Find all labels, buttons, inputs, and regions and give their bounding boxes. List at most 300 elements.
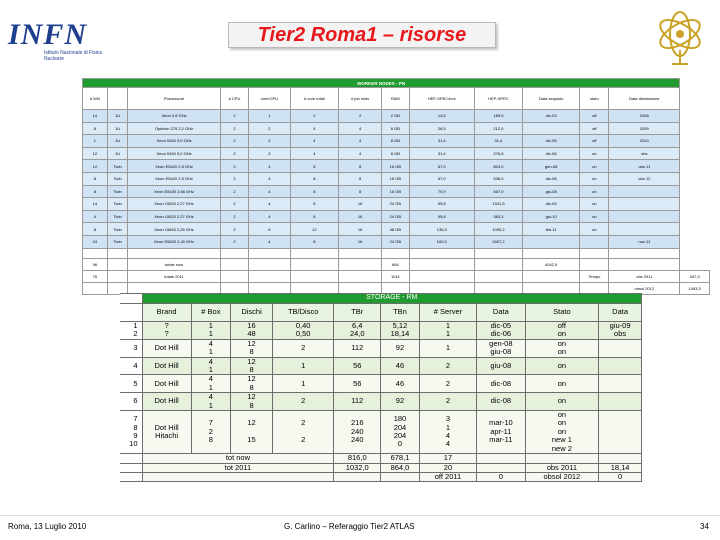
storage-totals-label: tot 2011 bbox=[142, 463, 334, 472]
table-cell: gen-08 bbox=[523, 160, 580, 173]
table-cell: 4 bbox=[249, 235, 290, 248]
storage-cell-brand: Dot Hill bbox=[142, 357, 191, 375]
totals-cell: obs 2011 bbox=[609, 270, 680, 282]
table-cell: 1U bbox=[107, 147, 128, 160]
storage-cell-server: 2 bbox=[419, 375, 476, 393]
storage-totals-server: 20 bbox=[419, 463, 476, 472]
totals-cell: 96 bbox=[83, 258, 108, 270]
storage-totals-spacer bbox=[120, 472, 142, 481]
storage-cell-date: giu-08 bbox=[477, 357, 525, 375]
table-cell: 8 GB bbox=[381, 135, 409, 148]
table-cell: 12 bbox=[290, 223, 339, 236]
table-cell: 536,0 bbox=[474, 172, 522, 185]
storage-totals-state: obs 2011 bbox=[525, 463, 599, 472]
table-cell: on bbox=[580, 210, 609, 223]
storage-cell-state: on on bbox=[525, 339, 599, 357]
storage-totals-tbr: 816,0 bbox=[334, 454, 381, 463]
table-cell: 16 bbox=[339, 210, 382, 223]
storage-cell-brand: Dot Hill bbox=[142, 393, 191, 411]
table-cell bbox=[609, 185, 680, 198]
table-cell: obs 11 bbox=[609, 160, 680, 173]
table-cell: Xeon 2,8 GHz bbox=[128, 110, 220, 123]
storage-totals-date2 bbox=[599, 454, 642, 463]
table-cell: 8 bbox=[339, 185, 382, 198]
column-header: # job slots bbox=[339, 88, 382, 110]
storage-cell-state: off on bbox=[525, 322, 599, 340]
totals-row bbox=[83, 258, 710, 270]
totals-cell: 1144 bbox=[381, 270, 409, 282]
column-header: core/CPU bbox=[249, 88, 290, 110]
totals-row bbox=[83, 270, 710, 282]
table-cell: off bbox=[580, 122, 609, 135]
table-cell: 2 bbox=[220, 185, 249, 198]
totals-cell: 347,3 bbox=[680, 270, 710, 282]
table-cell: 2 bbox=[220, 110, 249, 123]
storage-column-header: Data bbox=[599, 304, 642, 322]
storage-totals-row bbox=[120, 454, 642, 463]
table-cell: 31,4 bbox=[409, 147, 474, 160]
storage-column-header: TBn bbox=[381, 304, 420, 322]
slide-title-box bbox=[228, 22, 496, 48]
storage-cell-date2: giu-09 obs bbox=[599, 322, 642, 340]
totals-cell bbox=[107, 270, 128, 282]
storage-cell-disks: 12 8 bbox=[231, 393, 273, 411]
totals-cell: 76 bbox=[83, 270, 108, 282]
spacer-cell bbox=[409, 248, 474, 258]
table-cell: 4 bbox=[290, 147, 339, 160]
table-cell: 16 bbox=[339, 235, 382, 248]
table-cell: 567,0 bbox=[474, 185, 522, 198]
table-cell: 2 bbox=[249, 135, 290, 148]
table-cell: 24 bbox=[83, 235, 108, 248]
table-cell: 48 GB bbox=[381, 223, 409, 236]
storage-cell-state: on bbox=[525, 357, 599, 375]
spacer-cell bbox=[249, 248, 290, 258]
table-cell: 12 bbox=[83, 147, 108, 160]
infn-logo-mark: INFN bbox=[8, 18, 88, 51]
storage-cell-box: 4 1 bbox=[191, 357, 230, 375]
table-cell: 2 bbox=[220, 172, 249, 185]
storage-cell-disks: 12 8 bbox=[231, 357, 273, 375]
table-cell: giu-08 bbox=[523, 185, 580, 198]
table-cell: Xeon E5620 2,40 GHz bbox=[128, 235, 220, 248]
table-cell: 95,8 bbox=[409, 198, 474, 211]
storage-totals-server: off 2011 bbox=[419, 472, 476, 481]
table-cell: Twin bbox=[107, 172, 128, 185]
table-cell: 4 bbox=[290, 135, 339, 148]
storage-row bbox=[120, 375, 642, 393]
table-cell: 212,0 bbox=[474, 122, 522, 135]
table-cell: 2 bbox=[220, 135, 249, 148]
storage-totals-spacer bbox=[120, 454, 142, 463]
table-cell: obs bbox=[609, 147, 680, 160]
storage-cell-date: gen-08 giu-08 bbox=[477, 339, 525, 357]
table-cell: 16 GB bbox=[381, 185, 409, 198]
storage-totals-label bbox=[142, 472, 334, 481]
totals-cell bbox=[523, 270, 580, 282]
table-row bbox=[83, 235, 710, 248]
table-cell: 1 bbox=[83, 135, 108, 148]
table-cell: 8 bbox=[83, 172, 108, 185]
table-cell: 1090,2 bbox=[474, 223, 522, 236]
storage-totals-date bbox=[477, 463, 525, 472]
totals-cell bbox=[290, 258, 339, 270]
table-cell: on bbox=[580, 147, 609, 160]
table-cell: Xeon 5160 3,0 GHz bbox=[128, 147, 220, 160]
storage-cell-tbdisk: 0,40 0,50 bbox=[272, 322, 333, 340]
table-cell: Twin bbox=[107, 160, 128, 173]
spacer-cell bbox=[220, 248, 249, 258]
table-cell: 8 bbox=[83, 223, 108, 236]
table-cell: Twin bbox=[107, 185, 128, 198]
table-cell: Twin bbox=[107, 235, 128, 248]
table-cell: 14 bbox=[83, 198, 108, 211]
table-cell: nov-11 bbox=[609, 235, 680, 248]
storage-cell-brand: Dot Hill bbox=[142, 339, 191, 357]
table-cell: 2 bbox=[220, 122, 249, 135]
table-cell: 2 bbox=[220, 223, 249, 236]
infn-logo-subtitle: Istituto Nazionale di Fisica Nucleare bbox=[44, 50, 103, 62]
table-cell: 2 bbox=[249, 147, 290, 160]
table-cell: Twin bbox=[107, 210, 128, 223]
storage-cell-box: 1 1 bbox=[191, 322, 230, 340]
table-band-row bbox=[83, 79, 710, 88]
totals-cell bbox=[339, 270, 382, 282]
table-cell: 6 bbox=[249, 223, 290, 236]
table-cell bbox=[580, 235, 609, 248]
storage-cell-tbdisk: 2 2 bbox=[272, 411, 333, 454]
totals-cell: totale now bbox=[128, 258, 220, 270]
storage-cell-disks: 12 15 bbox=[231, 411, 273, 454]
storage-cell-disks: 12 8 bbox=[231, 375, 273, 393]
table-cell: 8 bbox=[83, 122, 108, 135]
table-cell: 1U bbox=[107, 122, 128, 135]
storage-column-header: Brand bbox=[142, 304, 191, 322]
table-cell: 4 bbox=[249, 210, 290, 223]
spacer-cell bbox=[580, 248, 609, 258]
table-cell: 24 GB bbox=[381, 210, 409, 223]
storage-row-number: 4 bbox=[120, 357, 142, 375]
table-cell bbox=[609, 210, 680, 223]
storage-column-header: Data bbox=[477, 304, 525, 322]
table-cell: on bbox=[580, 172, 609, 185]
column-header: # WN bbox=[83, 88, 108, 110]
storage-totals-date2: 0 bbox=[599, 472, 642, 481]
table-cell: 24 GB bbox=[381, 235, 409, 248]
spacer-cell bbox=[128, 248, 220, 258]
infn-logo bbox=[8, 18, 108, 66]
table-cell: off bbox=[580, 135, 609, 148]
totals-cell bbox=[339, 258, 382, 270]
table-cell: 95,8 bbox=[409, 210, 474, 223]
storage-cell-tbdisk: 2 bbox=[272, 339, 333, 357]
storage-cell-date: dic-08 bbox=[477, 375, 525, 393]
table-cell: 2 bbox=[220, 210, 249, 223]
spacer-cell bbox=[290, 248, 339, 258]
table-cell: 8 GB bbox=[381, 122, 409, 135]
storage-cell-tbr: 56 bbox=[334, 357, 381, 375]
table-cell: Xeon E5430 2,66 GHz bbox=[128, 185, 220, 198]
table-cell bbox=[523, 122, 580, 135]
table-cell: Twin bbox=[107, 198, 128, 211]
table-cell: 13,5 bbox=[409, 110, 474, 123]
storage-cell-date: dic-05 dic-06 bbox=[477, 322, 525, 340]
table-cell: 2 bbox=[339, 110, 382, 123]
table-cell: on bbox=[580, 223, 609, 236]
storage-cell-tbn: 46 bbox=[381, 375, 420, 393]
storage-band-spacer bbox=[120, 294, 142, 304]
table-row bbox=[83, 160, 710, 173]
column-header bbox=[107, 88, 128, 110]
column-header: Processore bbox=[128, 88, 220, 110]
table-cell: 136,3 bbox=[409, 223, 474, 236]
worker-nodes-table bbox=[82, 78, 710, 295]
storage-totals-state bbox=[525, 454, 599, 463]
table-cell: dic-05 bbox=[523, 135, 580, 148]
totals-cell bbox=[290, 270, 339, 282]
table-cell: 8 bbox=[339, 172, 382, 185]
storage-band-row bbox=[120, 294, 642, 304]
table-cell: 8 bbox=[83, 185, 108, 198]
storage-row-number: 5 bbox=[120, 375, 142, 393]
totals-cell bbox=[220, 258, 249, 270]
totals-cell: obsol 2012 bbox=[609, 282, 680, 294]
table-row bbox=[83, 147, 710, 160]
storage-cell-date2 bbox=[599, 339, 642, 357]
table-cell: off bbox=[580, 110, 609, 123]
storage-cell-date2 bbox=[599, 393, 642, 411]
totals-cell bbox=[580, 258, 609, 270]
table-cell: Xeon L5640 2,26 GHz bbox=[128, 223, 220, 236]
table-row bbox=[83, 185, 710, 198]
table-cell: 4 bbox=[339, 122, 382, 135]
storage-cell-disks: 12 8 bbox=[231, 339, 273, 357]
table-cell: 2009 bbox=[609, 122, 680, 135]
totals-cell bbox=[609, 258, 680, 270]
table-cell: 26,5 bbox=[409, 122, 474, 135]
table-cell: 2 bbox=[220, 160, 249, 173]
spacer-cell bbox=[83, 248, 108, 258]
table-cell: Twin bbox=[107, 223, 128, 236]
storage-cell-tbdisk: 1 bbox=[272, 375, 333, 393]
table-cell: Xeon E5420 2,5 GHz bbox=[128, 160, 220, 173]
column-header: HEP-SPEC/box bbox=[409, 88, 474, 110]
storage-cell-server: 1 1 bbox=[419, 322, 476, 340]
table-cell: 67,0 bbox=[409, 160, 474, 173]
table-row bbox=[83, 198, 710, 211]
storage-cell-tbr: 112 bbox=[334, 339, 381, 357]
storage-row bbox=[120, 339, 642, 357]
table-cell: 2 bbox=[220, 235, 249, 248]
table-cell: 16 GB bbox=[381, 160, 409, 173]
storage-column-header: TB/Disco bbox=[272, 304, 333, 322]
table-cell: dic-08 bbox=[523, 172, 580, 185]
table-row bbox=[83, 172, 710, 185]
storage-column-header: TBr bbox=[334, 304, 381, 322]
table-cell: feb-11 bbox=[523, 223, 580, 236]
storage-row bbox=[120, 411, 642, 454]
storage-row bbox=[120, 357, 642, 375]
storage-cell-tbn: 92 bbox=[381, 339, 420, 357]
storage-row-number: 3 bbox=[120, 339, 142, 357]
totals-cell bbox=[409, 270, 474, 282]
table-cell: Xeon 5160 3,0 GHz bbox=[128, 135, 220, 148]
storage-cell-tbdisk: 2 bbox=[272, 393, 333, 411]
table-cell: 383,3 bbox=[474, 210, 522, 223]
table-cell: 376,8 bbox=[474, 147, 522, 160]
storage-cell-state: on bbox=[525, 375, 599, 393]
table-cell: 100,3 bbox=[409, 235, 474, 248]
storage-totals-row bbox=[120, 463, 642, 472]
table-cell: 31,4 bbox=[474, 135, 522, 148]
table-cell: dic-09 bbox=[523, 198, 580, 211]
storage-totals-tbn: 678,1 bbox=[381, 454, 420, 463]
table-cell: 2010 bbox=[609, 135, 680, 148]
storage-totals-label: tot now bbox=[142, 454, 334, 463]
table-cell: 1U bbox=[107, 110, 128, 123]
storage-cell-server: 1 bbox=[419, 339, 476, 357]
table-cell: 804,0 bbox=[474, 160, 522, 173]
table-cell: 8 GB bbox=[381, 147, 409, 160]
spacer-cell bbox=[381, 248, 409, 258]
storage-cell-box: 4 1 bbox=[191, 393, 230, 411]
table-cell: 4 bbox=[249, 172, 290, 185]
table-row bbox=[83, 210, 710, 223]
storage-cell-tbn: 92 bbox=[381, 393, 420, 411]
table-cell bbox=[523, 235, 580, 248]
storage-cell-tbr: 112 bbox=[334, 393, 381, 411]
table-band-title: WORKER NODES - PN bbox=[83, 79, 680, 88]
table-cell bbox=[609, 223, 680, 236]
totals-cell: 4042,5 bbox=[523, 258, 580, 270]
table-cell: 1341,5 bbox=[474, 198, 522, 211]
storage-cell-box: 4 1 bbox=[191, 339, 230, 357]
table-cell: giu-10 bbox=[523, 210, 580, 223]
table-cell: 8 bbox=[290, 185, 339, 198]
table-cell: 2 bbox=[220, 147, 249, 160]
storage-totals-tbn bbox=[381, 472, 420, 481]
spacer-cell bbox=[609, 248, 680, 258]
table-cell: 2 GB bbox=[381, 110, 409, 123]
table-cell: 4 bbox=[339, 135, 382, 148]
column-header: Data acquisto bbox=[523, 88, 580, 110]
totals-cell bbox=[249, 270, 290, 282]
table-cell: 12 bbox=[83, 160, 108, 173]
storage-column-header: Stato bbox=[525, 304, 599, 322]
totals-cell: totale 2011 bbox=[128, 270, 220, 282]
table-row bbox=[83, 135, 710, 148]
page-number: 34 bbox=[700, 522, 709, 531]
storage-column-header: Dischi bbox=[231, 304, 273, 322]
table-cell: 1U bbox=[107, 135, 128, 148]
totals-cell: 1493,3 bbox=[680, 282, 710, 294]
table-cell: 4 bbox=[83, 210, 108, 223]
storage-totals-tbn: 864,0 bbox=[381, 463, 420, 472]
table-cell: 8 bbox=[290, 160, 339, 173]
table-cell: Xeon E5420 2,5 GHz bbox=[128, 172, 220, 185]
storage-column-header: # Server bbox=[419, 304, 476, 322]
storage-totals-date: 0 bbox=[477, 472, 525, 481]
table-row bbox=[83, 223, 710, 236]
storage-cell-brand: Dot Hill bbox=[142, 375, 191, 393]
table-cell: on bbox=[580, 185, 609, 198]
table-row bbox=[83, 122, 710, 135]
table-cell: 4 bbox=[339, 147, 382, 160]
footer-date: Roma, 13 Luglio 2010 bbox=[8, 522, 87, 531]
storage-cell-tbn: 5,12 18,14 bbox=[381, 322, 420, 340]
totals-cell bbox=[409, 258, 474, 270]
table-cell: 2 bbox=[220, 198, 249, 211]
table-cell: 2008 bbox=[609, 110, 680, 123]
storage-cell-brand: ? ? bbox=[142, 322, 191, 340]
storage-cell-brand: Dot Hill Hitachi bbox=[142, 411, 191, 454]
storage-totals-date2: 18,14 bbox=[599, 463, 642, 472]
table-cell: 4 bbox=[249, 198, 290, 211]
totals-cell bbox=[474, 258, 522, 270]
storage-totals-server: 17 bbox=[419, 454, 476, 463]
totals-cell: 664 bbox=[381, 258, 409, 270]
footer-divider bbox=[0, 515, 720, 516]
spacer-cell bbox=[523, 248, 580, 258]
table-cell: 70,9 bbox=[409, 185, 474, 198]
table-cell: 8 bbox=[290, 172, 339, 185]
spacer-row bbox=[83, 248, 710, 258]
table-cell: dic-06 bbox=[523, 147, 580, 160]
storage-totals-row bbox=[120, 472, 642, 481]
storage-cell-state: on bbox=[525, 393, 599, 411]
table-cell: 2 bbox=[290, 110, 339, 123]
table-cell: 16 bbox=[339, 223, 382, 236]
table-cell: 16 GB bbox=[381, 172, 409, 185]
storage-column-header: # Box bbox=[191, 304, 230, 322]
table-cell: 67,0 bbox=[409, 172, 474, 185]
column-header: HEP-SPEC bbox=[474, 88, 522, 110]
storage-totals-tbr: 1032,0 bbox=[334, 463, 381, 472]
table-cell: 8 bbox=[290, 210, 339, 223]
footer-presenter: G. Carlino – Referaggio Tier2 ATLAS bbox=[284, 522, 415, 531]
table-header-row bbox=[83, 88, 710, 110]
column-header: # CPU bbox=[220, 88, 249, 110]
storage-cell-date: mar-10 apr-11 mar-11 bbox=[477, 411, 525, 454]
storage-totals-state: obsol 2012 bbox=[525, 472, 599, 481]
table-cell: Opteron 275 2,2 GHz bbox=[128, 122, 220, 135]
storage-cell-date2 bbox=[599, 411, 642, 454]
storage-header-spacer bbox=[120, 304, 142, 322]
totals-cell bbox=[220, 270, 249, 282]
table-cell: on bbox=[580, 160, 609, 173]
column-header: Data dismissione bbox=[609, 88, 680, 110]
table-cell: 189,0 bbox=[474, 110, 522, 123]
atlas-logo-icon bbox=[652, 4, 708, 68]
table-row bbox=[83, 110, 710, 123]
storage-cell-server: 3 1 4 4 bbox=[419, 411, 476, 454]
totals-cell: Tempo bbox=[580, 270, 609, 282]
storage-band-title: STORAGE - RM bbox=[142, 294, 642, 304]
storage-cell-box: 7 2 8 bbox=[191, 411, 230, 454]
slide-title: Tier2 Roma1 – risorse bbox=[257, 24, 467, 46]
spacer-cell bbox=[339, 248, 382, 258]
storage-row bbox=[120, 393, 642, 411]
storage-cell-tbdisk: 1 bbox=[272, 357, 333, 375]
storage-table bbox=[120, 293, 642, 482]
storage-totals-tbr bbox=[334, 472, 381, 481]
storage-row-number: 1 2 bbox=[120, 322, 142, 340]
table-cell bbox=[609, 198, 680, 211]
storage-header-row bbox=[120, 304, 642, 322]
totals-cell bbox=[83, 282, 108, 294]
storage-cell-server: 2 bbox=[419, 393, 476, 411]
table-cell: 1 bbox=[249, 110, 290, 123]
